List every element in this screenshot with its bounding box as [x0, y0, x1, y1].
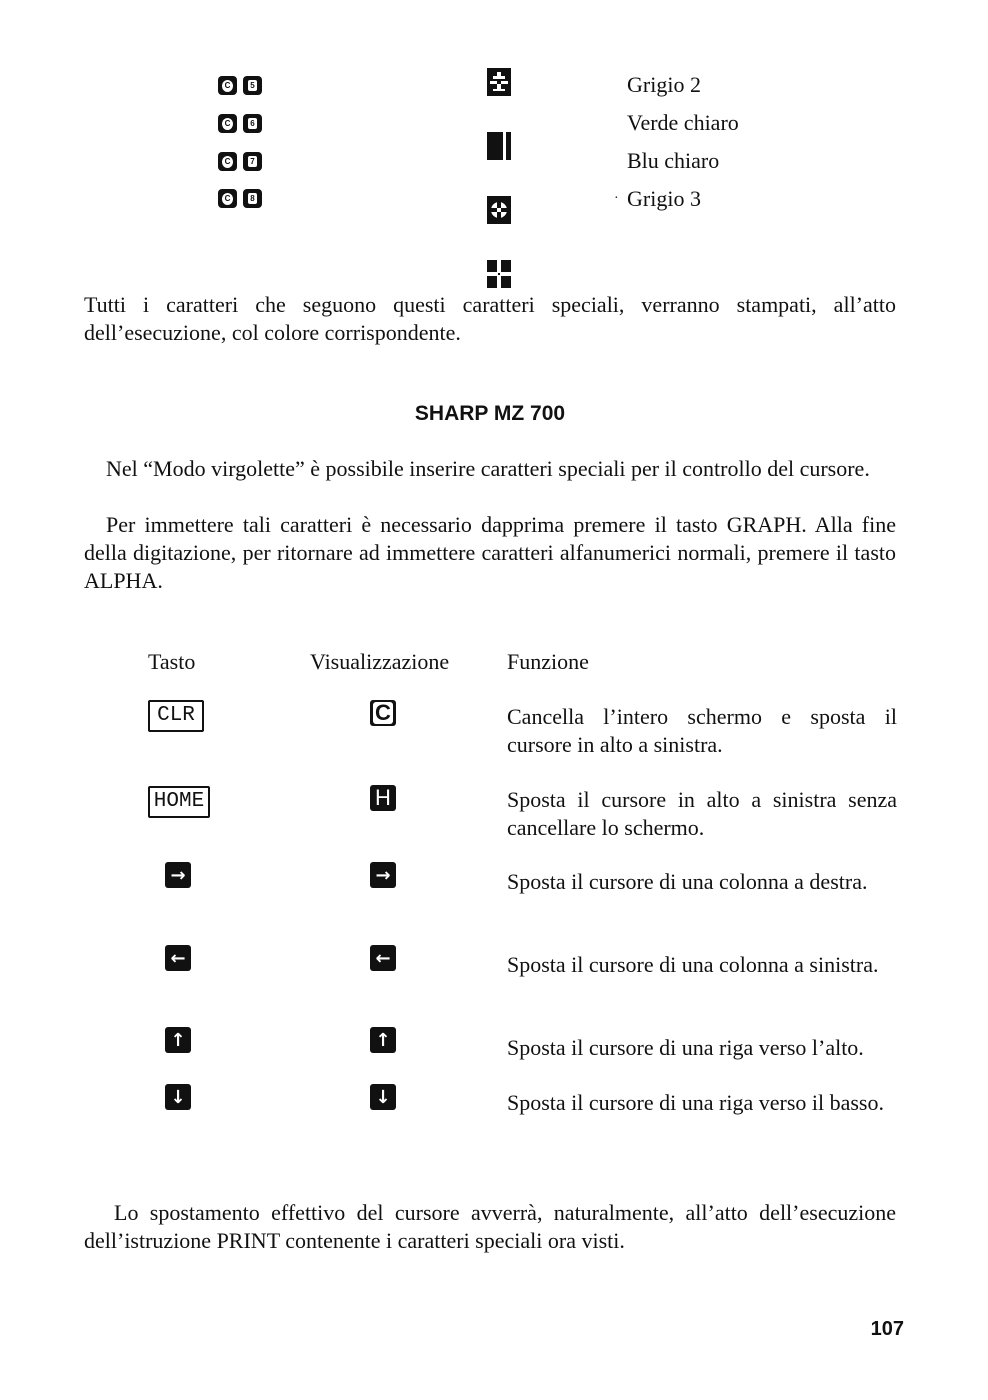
- function-description: Cancella l’intero schermo e sposta il cursore in alto a sinistra.: [507, 704, 897, 757]
- arrow-right-icon: →: [165, 862, 191, 888]
- ctrl-key-icon: C: [218, 189, 237, 208]
- header-display: Visualizzazione: [310, 649, 450, 674]
- clr-key-icon: CLR: [148, 700, 204, 732]
- page-number: 107: [870, 1318, 904, 1340]
- home-key-icon: HOME: [148, 786, 210, 818]
- number-key-icon: 5: [243, 76, 262, 95]
- grey3-blocks-icon: [487, 260, 511, 286]
- header-key: Tasto: [148, 649, 196, 674]
- arrow-right-icon: →: [370, 862, 396, 888]
- clear-screen-icon: C: [370, 700, 396, 726]
- arrow-left-icon: ←: [165, 945, 191, 971]
- color-name: Verde chiaro: [627, 110, 739, 135]
- ctrl-key-icon: C: [218, 114, 237, 133]
- ctrl-key-icon: C: [218, 152, 237, 171]
- stray-mark: ·: [614, 191, 619, 206]
- closing-paragraph: Lo spostamento effettivo del cursore avverrà, naturalmente, all’atto dell’esecuzione dell’istruzione PRINT contenente i caratteri speciali ora visti.: [84, 1200, 896, 1253]
- arrow-down-icon: ↓: [370, 1084, 396, 1110]
- function-description: Sposta il cursore di una colonna a destra.: [507, 869, 868, 894]
- number-key-icon: 8: [243, 189, 262, 208]
- color-name: Grigio 3: [627, 186, 701, 211]
- number-key-icon: 6: [243, 114, 262, 133]
- light-green-bar-icon: [487, 132, 511, 158]
- ctrl-key-icon: C: [218, 76, 237, 95]
- paragraph-1: Nel “Modo virgolette” è possibile inserire caratteri speciali per il controllo del cursore.: [106, 456, 870, 481]
- light-blue-diamond-icon: [487, 196, 511, 222]
- section-title: SHARP MZ 700: [414, 402, 566, 425]
- key-combo-ctrl-8: [218, 189, 262, 208]
- arrow-up-icon: ↑: [370, 1027, 396, 1053]
- paragraph-2: Per immettere tali caratteri è necessario dapprima premere il tasto GRAPH. Alla fine della digitazione, per ritornare ad immettere caratteri alfanumerici normali, premere il tasto ALPHA.: [84, 512, 896, 593]
- table-row-home: [148, 786, 210, 818]
- function-description: Sposta il cursore in alto a sinistra senza cancellare lo schermo.: [507, 787, 897, 840]
- key-combo-ctrl-5: [218, 76, 262, 95]
- arrow-down-icon: ↓: [165, 1084, 191, 1110]
- table-row-clr: [148, 700, 204, 732]
- color-code-list: [0, 0, 988, 211]
- arrow-up-icon: ↑: [165, 1027, 191, 1053]
- grey2-pattern-icon: [487, 68, 511, 94]
- color-name: Blu chiaro: [627, 148, 720, 173]
- function-description: Sposta il cursore di una colonna a sinistra.: [507, 952, 879, 977]
- number-key-icon: 7: [243, 152, 262, 171]
- home-cursor-icon: H: [370, 785, 396, 811]
- key-combo-ctrl-7: [218, 152, 262, 171]
- function-description: Sposta il cursore di una riga verso l’alto.: [507, 1035, 864, 1060]
- color-name: Grigio 2: [627, 72, 701, 97]
- intro-paragraph: Tutti i caratteri che seguono questi caratteri speciali, verranno stampati, all’atto dell’esecuzione, col colore corrispondente.: [84, 292, 896, 345]
- key-combo-ctrl-6: [218, 114, 262, 133]
- arrow-left-icon: ←: [370, 945, 396, 971]
- function-description: Sposta il cursore di una riga verso il basso.: [507, 1090, 884, 1115]
- header-function: Funzione: [507, 649, 589, 674]
